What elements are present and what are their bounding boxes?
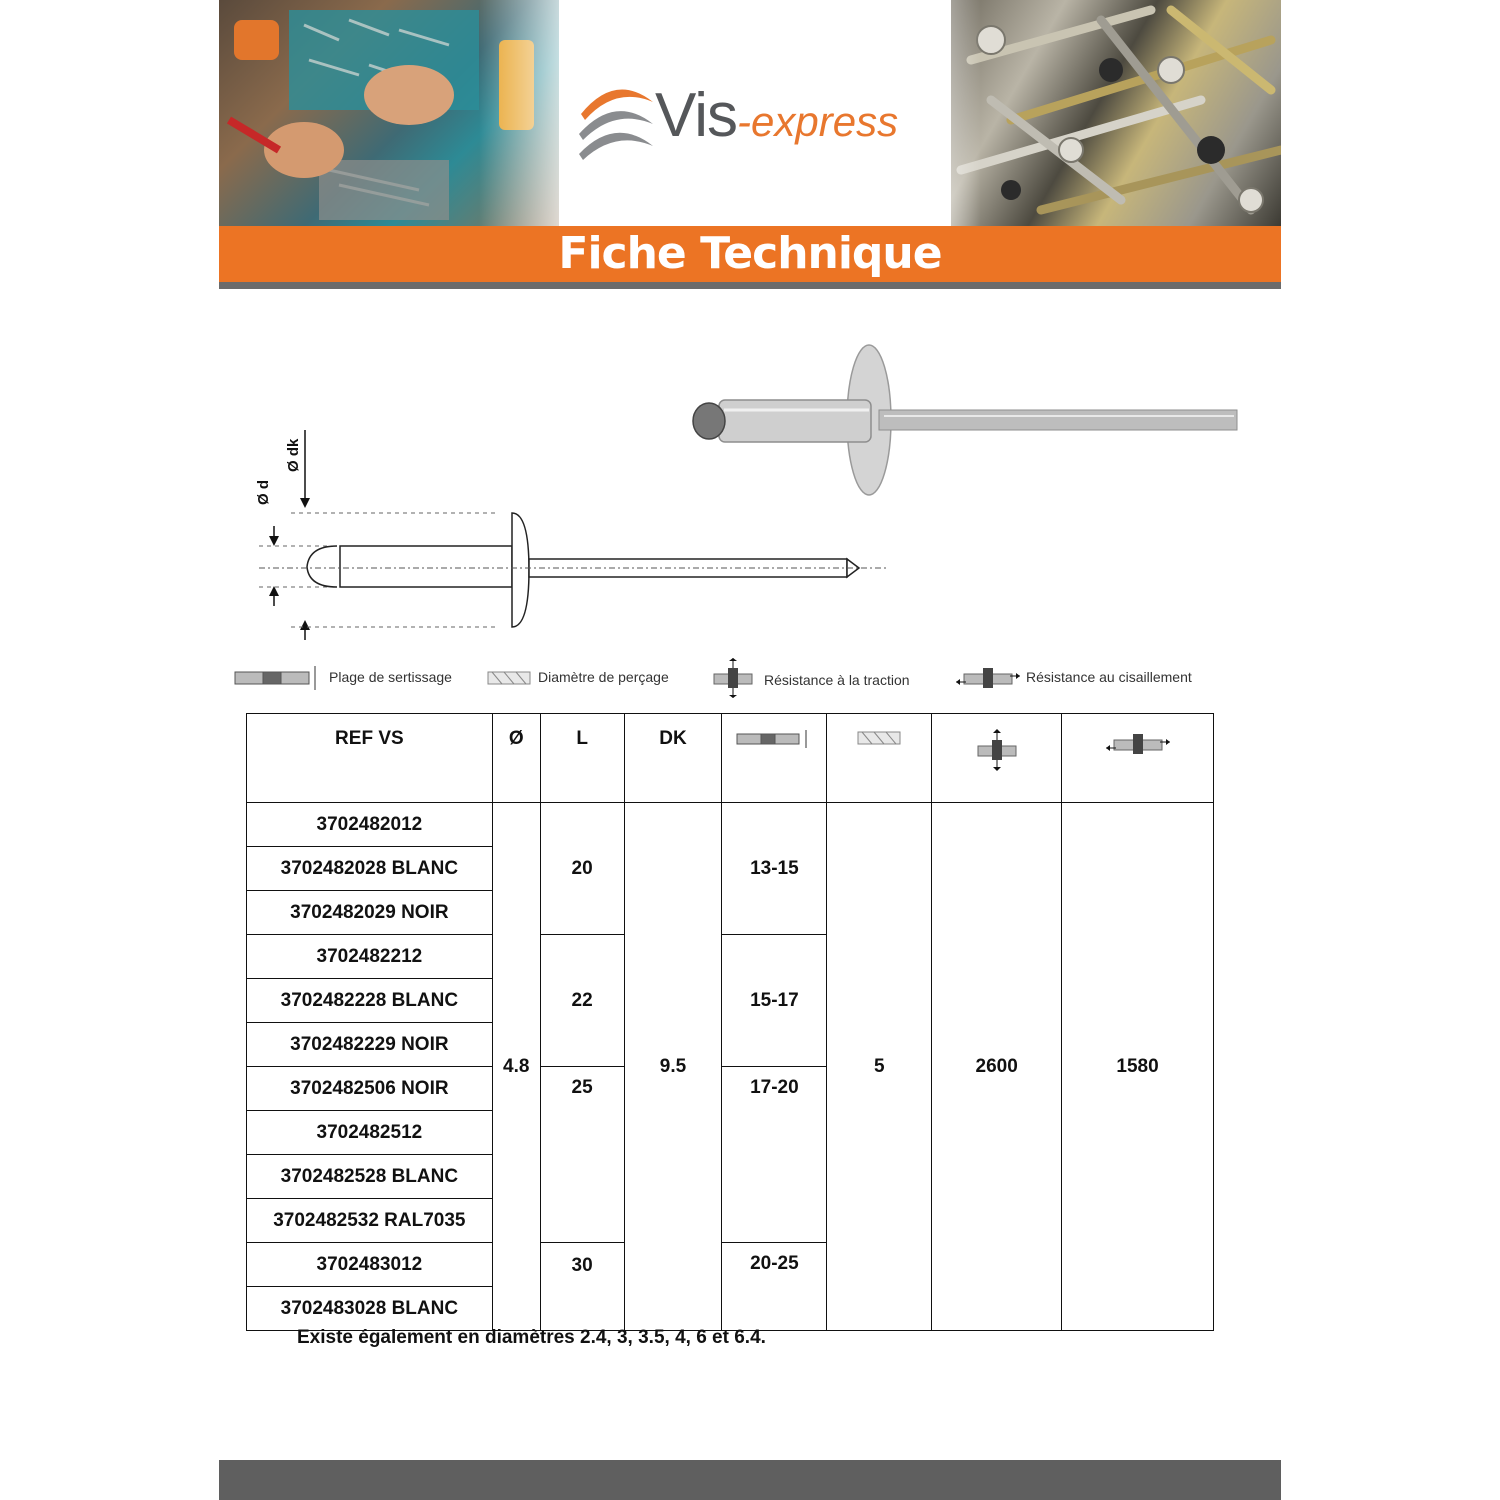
page-title: Fiche Technique [558, 228, 942, 279]
header-shear [1062, 714, 1214, 803]
ref-cell: 3702482512 [247, 1111, 493, 1155]
legend-grip-range-label: Plage de sertissage [329, 669, 452, 685]
shear-strength-icon [1106, 728, 1170, 758]
ref-cell: 3702482028 BLANC [247, 847, 493, 891]
legend-tensile-label: Résistance à la traction [764, 672, 910, 688]
legend-tensile [712, 662, 910, 698]
title-bar-shadow [219, 282, 1281, 289]
diameter-cell: 4.8 [492, 803, 540, 1331]
tensile-strength-icon [712, 658, 754, 698]
legend-drill-diameter-label: Diamètre de perçage [538, 669, 669, 685]
ref-cell: 3702482012 [247, 803, 493, 847]
availability-note: Existe également en diamètres 2.4, 3, 3.5, 4, 6 et 6.4. [297, 1327, 766, 1348]
ref-cell: 3702483028 BLANC [247, 1287, 493, 1331]
header-grip-range [722, 714, 827, 803]
ref-cell: 3702482532 RAL7035 [247, 1199, 493, 1243]
title-bar [219, 226, 1281, 282]
length-cell: 25 [540, 1067, 624, 1243]
ref-cell: 3702482228 BLANC [247, 979, 493, 1023]
grip-range-icon [735, 728, 813, 750]
legend-drill-diameter [486, 662, 669, 692]
header-tensile [932, 714, 1062, 803]
drill-cell: 5 [827, 803, 932, 1331]
header-banner [219, 0, 1281, 226]
header-ref: REF VS [247, 714, 493, 803]
table-header-row [247, 714, 1214, 803]
spec-table [246, 713, 1214, 1331]
screws-photo-graphic [951, 0, 1281, 226]
grip-range-icon [233, 662, 323, 692]
header-drill-diameter [827, 714, 932, 803]
rivet-technical-drawing [219, 330, 1281, 650]
swoosh-logo-icon [575, 72, 655, 172]
ref-cell: 3702482212 [247, 935, 493, 979]
grip-range-cell: 20-25 [722, 1243, 827, 1331]
ref-cell: 3702482229 NOIR [247, 1023, 493, 1067]
grip-range-cell: 17-20 [722, 1067, 827, 1243]
ref-cell: 3702482029 NOIR [247, 891, 493, 935]
grip-range-cell: 15-17 [722, 935, 827, 1067]
length-cell: 30 [540, 1243, 624, 1331]
brand-name-main: Vis [655, 81, 738, 150]
header-length: L [540, 714, 624, 803]
screws-photo [951, 0, 1281, 226]
legend-grip-range [233, 662, 452, 692]
tensile-cell: 2600 [932, 803, 1062, 1331]
legend-shear-label: Résistance au cisaillement [1026, 669, 1192, 685]
brand-name [655, 80, 898, 151]
legend-shear [956, 662, 1192, 692]
drill-diameter-icon [856, 728, 902, 750]
diameter-d-label: Ø d [255, 480, 272, 505]
grip-range-cell: 13-15 [722, 803, 827, 935]
footer-bar [219, 1460, 1281, 1500]
ref-cell: 3702482506 NOIR [247, 1067, 493, 1111]
header-dk: DK [624, 714, 722, 803]
brand-logo [575, 72, 935, 172]
shear-cell: 1580 [1062, 803, 1214, 1331]
photo-fade-left [479, 0, 589, 226]
shear-strength-icon [956, 662, 1020, 692]
length-cell: 22 [540, 935, 624, 1067]
tensile-strength-icon [976, 728, 1018, 772]
length-cell: 20 [540, 803, 624, 935]
diameter-dk-label: Ø dk [285, 438, 302, 472]
ref-cell: 3702482528 BLANC [247, 1155, 493, 1199]
ref-cell: 3702483012 [247, 1243, 493, 1287]
rivet-photo [693, 345, 1237, 495]
technical-sheet [219, 0, 1281, 1500]
dk-cell: 9.5 [624, 803, 722, 1331]
drill-diameter-icon [486, 662, 532, 692]
brand-name-accent: -express [737, 98, 899, 145]
table-row [247, 803, 1214, 847]
header-diameter: Ø [492, 714, 540, 803]
